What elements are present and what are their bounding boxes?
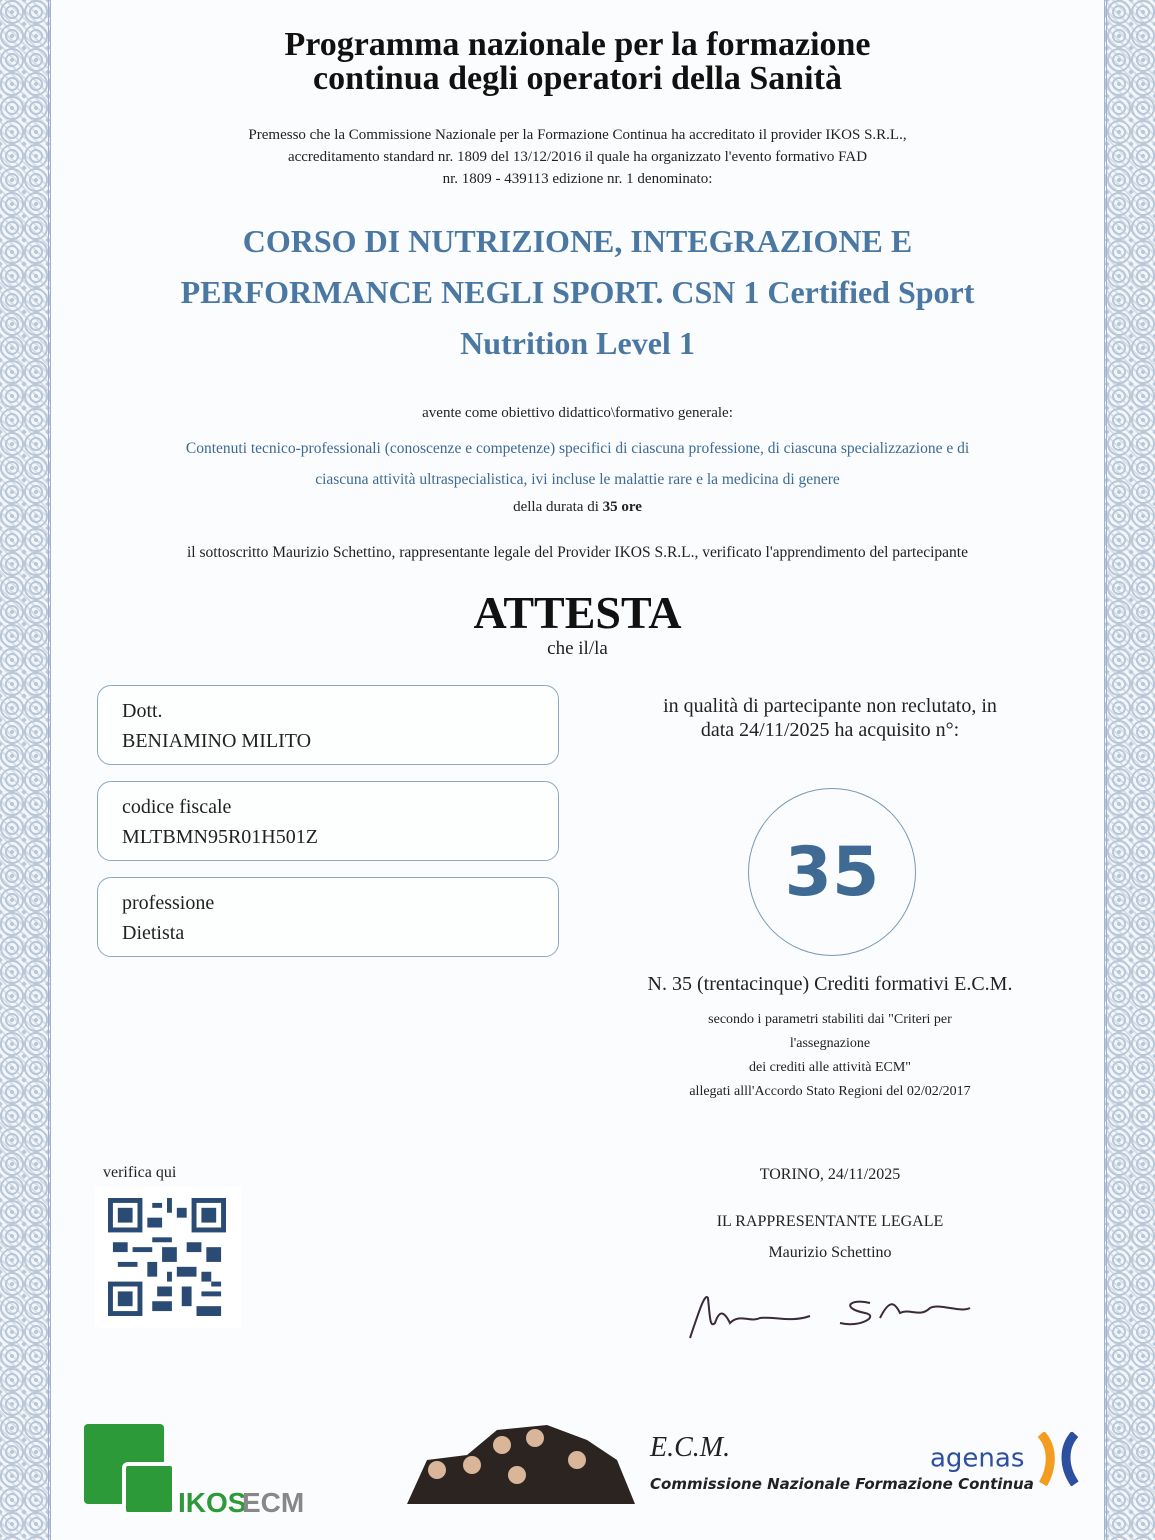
credits-circle: 35 (748, 788, 916, 956)
criteria-line: dei crediti alle attività ECM" (749, 1060, 911, 1075)
intro-paragraph (60, 124, 1095, 190)
attesta-heading: ATTESTA (473, 587, 682, 638)
agenas-logo-text: agenas (930, 1443, 1025, 1474)
signature (680, 1278, 980, 1348)
credits-text: N. 35 (trentacinque) Crediti formativi E.C.M. (647, 973, 1013, 995)
intro-line: accreditamento standard nr. 1809 del 13/12/2016 il quale ha organizzato l'evento formativo FAD (287, 149, 868, 165)
intro-line: nr. 1809 - 439113 edizione nr. 1 denominato: (442, 171, 713, 187)
decorative-border-right (1104, 0, 1155, 1540)
participant-name: BENIAMINO MILITO (122, 730, 312, 752)
signed-statement: il sottoscritto Maurizio Schettino, rappresentante legale del Provider IKOS S.R.L., verificato l'apprendimento del partecipante (186, 544, 968, 561)
fiscal-code-label: codice fiscale (122, 796, 232, 818)
participant-title: Dott. (122, 700, 163, 722)
verify-label: verifica qui (103, 1164, 177, 1181)
certificate-title (60, 28, 1095, 96)
ecm-subtitle: Commissione Nazionale Formazione Continua (650, 1475, 1034, 1493)
criteria-text (620, 1008, 1040, 1104)
profession-value: Dietista (122, 922, 185, 944)
certificate-body (60, 28, 1095, 660)
agenas-mark-icon (1033, 1432, 1083, 1486)
ikos-ecm-logo (82, 1422, 312, 1517)
title-line: continua degli operatori della Sanità (313, 60, 842, 97)
profession-box (97, 877, 559, 957)
place-date: TORINO, 24/11/2025 (759, 1166, 901, 1183)
svg-text:IKOS: IKOS (178, 1487, 247, 1517)
agenas-logo (930, 1432, 1083, 1486)
profession-label: professione (122, 892, 215, 914)
legal-rep-name: Maurizio Schettino (768, 1244, 892, 1261)
qr-code-icon (107, 1198, 227, 1316)
duration-value: 35 ore (602, 499, 642, 515)
duration-prefix: della durata di (513, 499, 603, 515)
legal-rep-label: IL RAPPRESENTANTE LEGALE (716, 1213, 944, 1230)
criteria-line: secondo i parametri stabiliti dai "Criteri per (708, 1012, 952, 1027)
criteria-line: l'assegnazione (789, 1036, 871, 1051)
fiscal-code-value: MLTBMN95R01H501Z (122, 826, 318, 848)
anatomy-lesson-painting (407, 1420, 635, 1504)
decorative-border-left (0, 0, 51, 1540)
che-label: che il/la (547, 638, 608, 659)
objective-label: avente come obiettivo didattico\formativo generale: (422, 405, 733, 421)
duration (60, 497, 1095, 517)
fiscal-code-box (97, 781, 559, 861)
course-title: CORSO DI NUTRIZIONE, INTEGRAZIONE E PERFORMANCE NEGLI SPORT. CSN 1 Certified Sport Nutrition Level 1 (180, 223, 975, 361)
svg-text:ECM: ECM (242, 1487, 305, 1517)
intro-line: Premesso che la Commissione Nazionale per la Formazione Continua ha accreditato il provider IKOS S.R.L., (248, 127, 907, 143)
title-line: Programma nazionale per la formazione (284, 26, 871, 63)
criteria-line: allegati alll'Accordo Stato Regioni del 02/02/2017 (689, 1084, 971, 1099)
participant-name-box (97, 685, 559, 765)
qr-code[interactable] (95, 1186, 241, 1328)
acquired-text: in qualità di partecipante non reclutato, in data 24/11/2025 ha acquisito n°: (663, 695, 997, 741)
objective-text: Contenuti tecnico-professionali (conoscenze e competenze) specifici di ciascuna professione, di ciascuna specializzazione e di ciascuna attività ultraspecialistica, ivi incluse le malattie rare e la medicina di genere (185, 440, 970, 488)
ecm-logo-text: E.C.M. (650, 1432, 731, 1463)
